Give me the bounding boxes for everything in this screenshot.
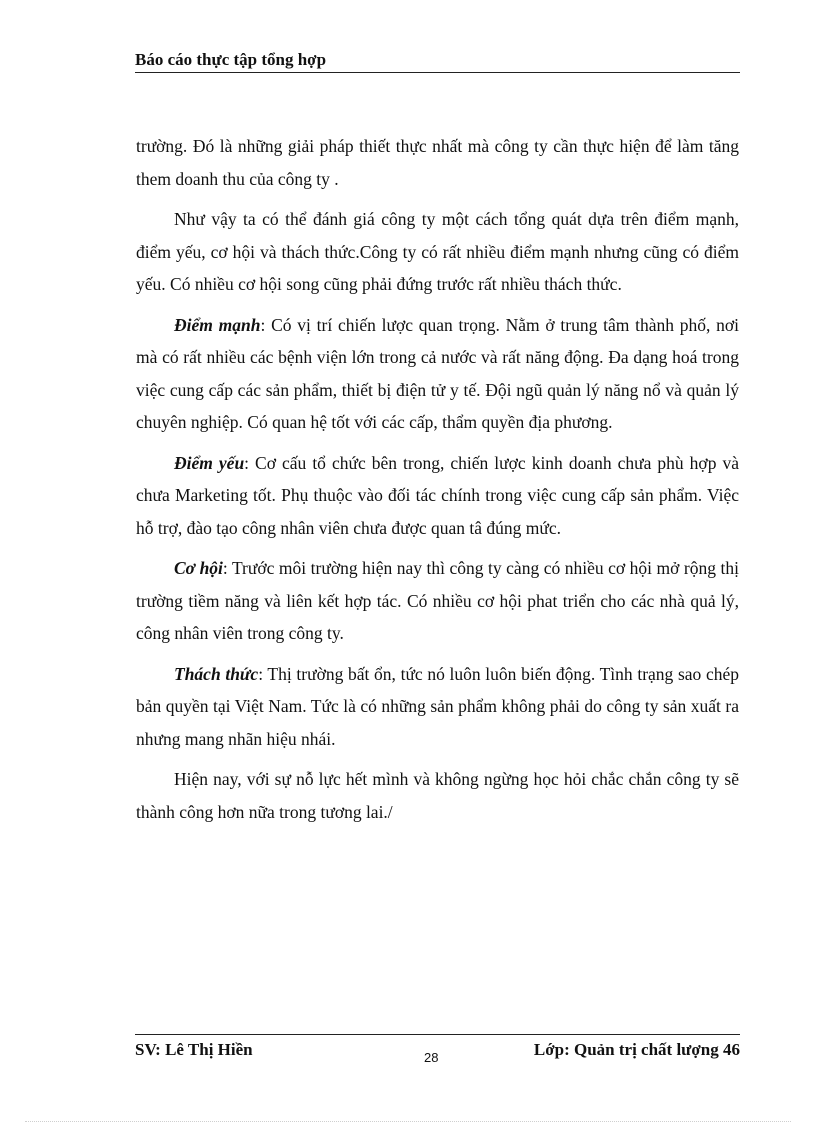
paragraph-text: : Có vị trí chiến lược quan trọng. Nằm ở trung tâm thành phố, nơi mà có rất nhiều các bệnh viện lớn trong cả nước và rất năng động. Đa dạng hoá trong việc cung cấp các sản phẩm, thiết bị điện tử y tế. Đội ngũ quản lý năng nổ và quản lý chuyên nghiệp. Có quan hệ tốt với các cấp, thẩm quyền địa phương. [136, 314, 739, 432]
term-label: Điểm yếu [174, 452, 245, 473]
page-header-title: Báo cáo thực tập tổng hợp [135, 50, 740, 73]
term-label: Cơ hội [174, 558, 223, 578]
paragraph-text: : Thị trường bất ổn, tức nó luôn luôn biến động. Tình trạng sao chép bản quyền tại Việt Nam. Tức là có những sản phẩm không phải do công ty sản xuất ra nhưng mang nhãn hiệu nhái. [136, 663, 739, 749]
paragraph-continuation [136, 130, 739, 195]
paragraph-text: Hiện nay, với sự nỗ lực hết mình và không ngừng học hỏi chắc chắn công ty sẽ thành công hơn nữa trong tương lai./ [136, 769, 739, 822]
paragraph-text: Như vậy ta có thể đánh giá công ty một cách tổng quát dựa trên điểm mạnh, điểm yếu, cơ hội và thách thức.Công ty có rất nhiều điểm mạnh nhưng cũng có điểm yếu. Có nhiều cơ hội song cũng phải đứng trước rất nhiều thách thức. [136, 209, 739, 294]
footer-student: SV: Lê Thị Hiền [135, 1040, 253, 1059]
paragraph-strengths [136, 309, 739, 439]
paragraph-summary [136, 203, 739, 301]
paragraph-opportunities [136, 552, 739, 650]
paragraph-text: : Cơ cấu tổ chức bên trong, chiến lược kinh doanh chưa phù hợp và chưa Marketing tốt. Phụ thuộc vào đối tác chính trong việc cung cấp sản phẩm. Việc hỗ trợ, đào tạo công nhân viên chưa được quan tâ đúng mức. [136, 452, 739, 538]
paragraph-text: trường. Đó là những giải pháp thiết thực nhất mà công ty cần thực hiện để làm tăng them doanh thu của công ty . [136, 136, 739, 189]
page-bottom-border [25, 1121, 791, 1122]
document-body [136, 130, 739, 836]
paragraph-conclusion [136, 763, 739, 828]
page-number: 28 [424, 1050, 439, 1065]
footer-divider [135, 1034, 740, 1035]
term-label: Thách thức [174, 663, 259, 684]
paragraph-threats [136, 658, 739, 756]
paragraph-text: : Trước môi trường hiện nay thì công ty càng có nhiều cơ hội mở rộng thị trường tiềm năng và liên kết hợp tác. Có nhiều cơ hội phat triển cho các nhà quả lý, công nhân viên trong công ty. [136, 558, 739, 643]
paragraph-weaknesses [136, 447, 739, 545]
footer-class: Lớp: Quản trị chất lượng 46 [533, 1040, 740, 1059]
term-label: Điểm mạnh [174, 314, 261, 335]
